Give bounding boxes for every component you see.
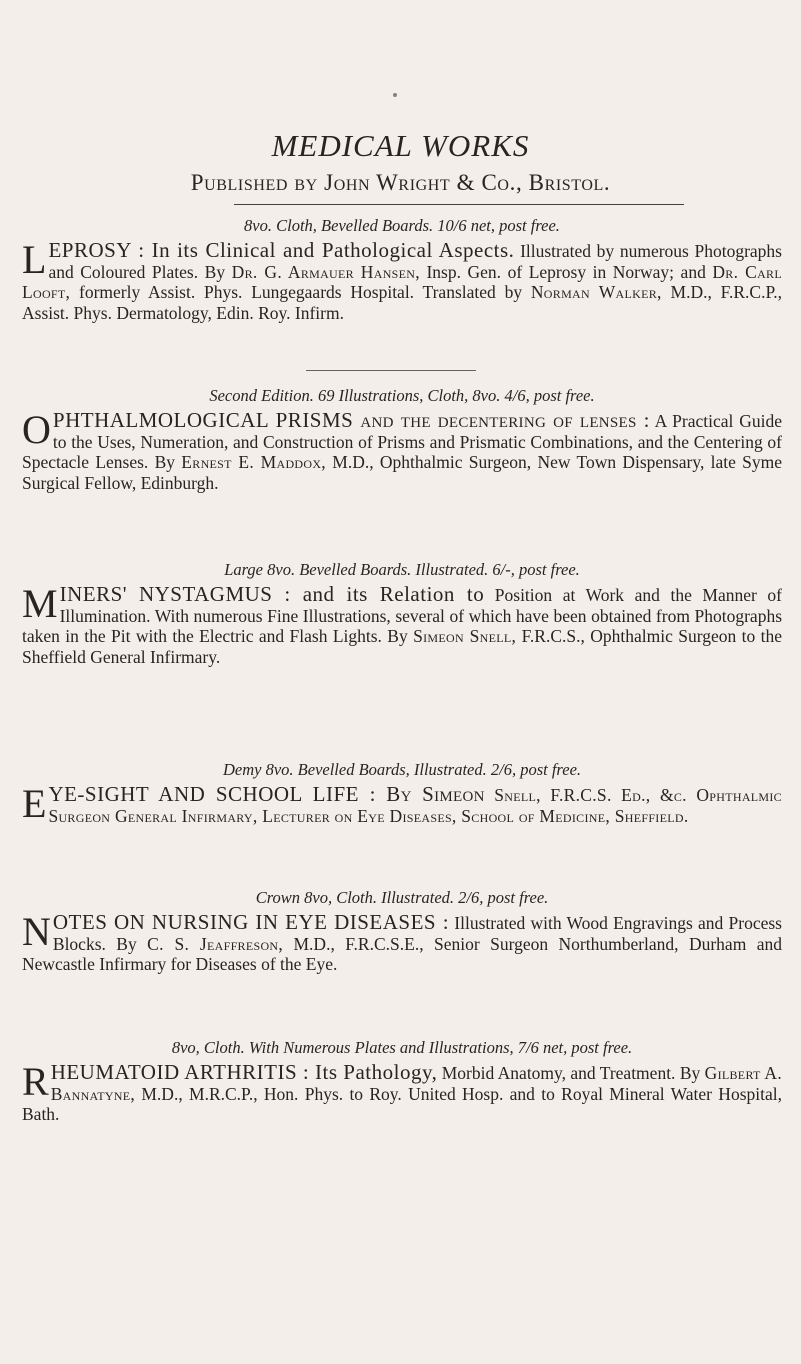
entry-text: M.D., Ophthalmic Surgeon, New Town Dispensary, late Syme Surgical Fellow, Edinburgh. bbox=[22, 452, 783, 493]
entry-format: Crown 8vo, Cloth. Illustrated. 2/6, post free. bbox=[255, 888, 549, 907]
entry-title: EPROSY : bbox=[48, 238, 145, 262]
entry-format: Demy 8vo. Bevelled Boards, Illustrated. 2/6, post free. bbox=[222, 760, 582, 779]
entry-leprosy bbox=[22, 216, 782, 323]
entry-format: 8vo. Cloth, Bevelled Boards. 10/6 net, post free. bbox=[244, 216, 560, 235]
entry-description bbox=[22, 909, 782, 975]
entry-eye-sight-school-life bbox=[22, 760, 782, 826]
entry-title: INERS' NYSTAGMUS : bbox=[59, 582, 291, 606]
drop-cap: E bbox=[22, 781, 47, 826]
author-name: Simeon Snell, bbox=[413, 626, 517, 646]
entry-description bbox=[22, 407, 783, 493]
entry-description bbox=[22, 781, 782, 826]
entry-text: Morbid Anatomy, and Treatment. By bbox=[437, 1063, 705, 1083]
entry-description bbox=[22, 581, 782, 667]
entry-miners-nystagmus bbox=[22, 560, 782, 667]
author-name: Norman Walker, bbox=[530, 282, 662, 302]
entry-notes-on-nursing bbox=[22, 888, 782, 975]
entry-title-rest: Its Pathology, bbox=[309, 1060, 438, 1084]
entry-text: Insp. Gen. of Leprosy in Norway; and bbox=[419, 261, 713, 282]
author-name: Dr. G. Armauer Hansen, bbox=[231, 261, 420, 282]
drop-cap: L bbox=[22, 237, 47, 282]
drop-cap: O bbox=[22, 407, 51, 452]
entry-title: YE-SIGHT AND SCHOOL LIFE : bbox=[48, 782, 376, 806]
entry-title: OTES ON NURSING IN EYE DISEASES : bbox=[52, 910, 450, 934]
entry-title-rest: In its Clinical and Pathological Aspects. bbox=[144, 238, 515, 262]
publisher-line: Published by John Wright & Co., Bristol. bbox=[190, 170, 611, 195]
entry-text: F.R.C.S., Ophthalmic Surgeon to the Sheffield General Infirmary. bbox=[22, 626, 782, 667]
entry-format: Second Edition. 69 Illustrations, Cloth, 8vo. 4/6, post free. bbox=[209, 386, 595, 405]
entry-text: M.D., M.R.C.P., Hon. Phys. to Roy. United Hosp. and to Royal Mineral Water Hospital, Bath. bbox=[22, 1083, 782, 1124]
entry-text: Snell, F.R.C.S. Ed., &c. Ophthalmic Surgeon General Infirmary, Lecturer on Eye Diseases, School of Medicine, Sheffield. bbox=[48, 785, 782, 826]
entry-text: Illustrated with Wood Engravings and Process Blocks. By bbox=[52, 913, 782, 954]
entry-description bbox=[22, 1059, 782, 1125]
entry-text: A Practical Guide to the Uses, Numeration, and Construction of Prisms and Prismatic Combinations, and the Centering of Spectacle Lenses. By bbox=[22, 411, 782, 472]
speck-mark bbox=[393, 93, 397, 97]
entry-title: HEUMATOID ARTHRITIS : bbox=[50, 1060, 310, 1084]
entry-format: 8vo, Cloth. With Numerous Plates and Illustrations, 7/6 net, post free. bbox=[171, 1038, 633, 1057]
entry-description bbox=[22, 237, 782, 323]
entry-title: PHTHALMOLOGICAL PRISMS bbox=[52, 408, 354, 432]
author-name: Ernest E. Maddox, bbox=[181, 452, 326, 472]
entry-text: formerly Assist. Phys. Lungegaards Hospital. Translated by bbox=[70, 282, 531, 302]
author-name: Dr. Carl Looft, bbox=[22, 261, 782, 302]
author-name: Gilbert A. Bannatyne, bbox=[50, 1063, 782, 1104]
entry-text: Illustrated by numerous Photographs and Coloured Plates. By bbox=[48, 241, 782, 282]
entry-text: M.D., F.R.C.S.E., Senior Surgeon Northumberland, Durham and Newcastle Infirmary for Diseases of the Eye. bbox=[22, 933, 782, 974]
entry-rheumatoid-arthritis bbox=[22, 1038, 782, 1125]
header-rule bbox=[234, 204, 684, 205]
entry-title-rest: and the decentering of lenses : bbox=[353, 408, 650, 432]
drop-cap: M bbox=[22, 581, 58, 626]
drop-cap: N bbox=[22, 909, 51, 954]
page-title: MEDICAL WORKS bbox=[271, 128, 530, 163]
entry-title-rest: By Simeon bbox=[375, 782, 485, 806]
entry-ophthalmological-prisms bbox=[22, 386, 782, 493]
author-name: C. S. Jeaffreson, bbox=[147, 933, 284, 954]
entry-title-rest: and its Relation to bbox=[290, 582, 485, 606]
entry-text: Position at Work and the Manner of Illumination. With numerous Fine Illustrations, several of which have been obtained from Photographs taken in the Pit with the Electric and Flash Lights. By bbox=[22, 585, 782, 646]
drop-cap: R bbox=[22, 1059, 49, 1104]
entry-divider bbox=[306, 370, 476, 371]
entry-text: M.D., F.R.C.P., Assist. Phys. Dermatology, Edin. Roy. Infirm. bbox=[22, 282, 782, 323]
entry-format: Large 8vo. Bevelled Boards. Illustrated. 6/-, post free. bbox=[224, 560, 580, 579]
